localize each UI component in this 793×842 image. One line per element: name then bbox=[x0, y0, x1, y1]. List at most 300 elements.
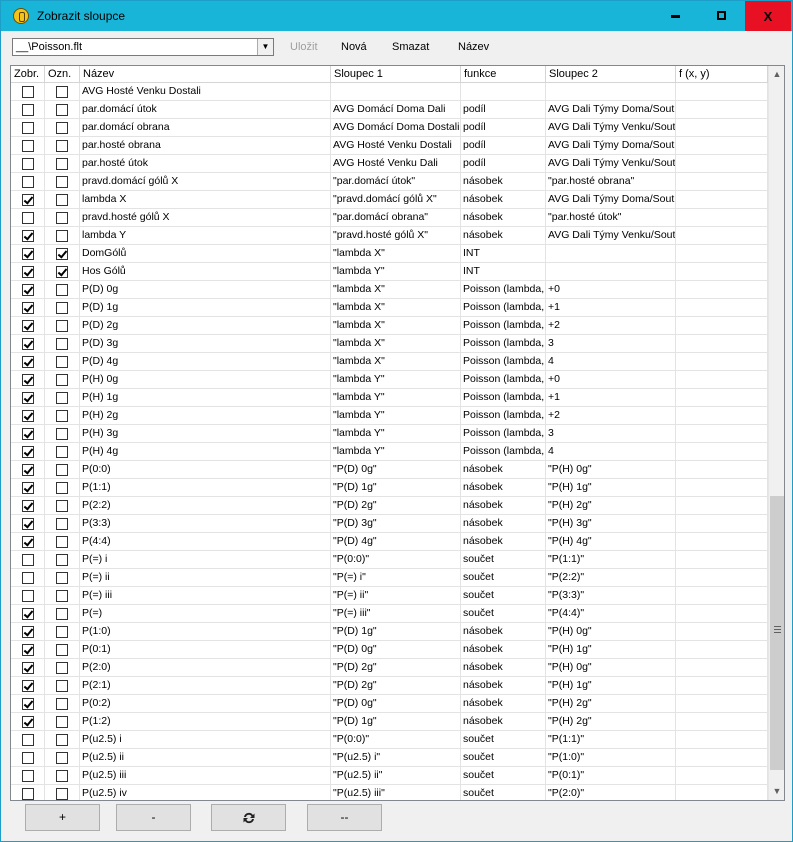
ozn-checkbox[interactable] bbox=[56, 680, 68, 692]
fxy-cell[interactable] bbox=[676, 83, 768, 101]
table-row[interactable] bbox=[11, 155, 768, 173]
table-row[interactable] bbox=[11, 785, 768, 801]
sloupec2-cell[interactable]: "P(H) 1g" bbox=[546, 641, 676, 659]
sloupec2-cell[interactable]: "P(1:1)" bbox=[546, 551, 676, 569]
funkce-cell[interactable]: INT bbox=[461, 263, 546, 281]
funkce-cell[interactable]: násobek bbox=[461, 515, 546, 533]
ozn-checkbox[interactable] bbox=[56, 662, 68, 674]
header-sloupec1[interactable]: Sloupec 1 bbox=[331, 66, 461, 83]
name-cell[interactable]: pravd.hosté gólů X bbox=[80, 209, 331, 227]
fxy-cell[interactable] bbox=[676, 713, 768, 731]
sloupec2-cell[interactable]: +0 bbox=[546, 281, 676, 299]
table-row[interactable] bbox=[11, 659, 768, 677]
table-row[interactable] bbox=[11, 443, 768, 461]
sloupec1-cell[interactable]: AVG Domácí Doma Dostali bbox=[331, 119, 461, 137]
funkce-cell[interactable]: Poisson (lambda, bbox=[461, 425, 546, 443]
sloupec2-cell[interactable]: "P(1:0)" bbox=[546, 749, 676, 767]
table-row[interactable] bbox=[11, 281, 768, 299]
table-row[interactable] bbox=[11, 245, 768, 263]
fxy-cell[interactable] bbox=[676, 569, 768, 587]
sloupec2-cell[interactable] bbox=[546, 83, 676, 101]
fxy-cell[interactable] bbox=[676, 479, 768, 497]
zobr-checkbox[interactable] bbox=[22, 698, 34, 710]
funkce-cell[interactable]: součet bbox=[461, 785, 546, 801]
zobr-checkbox[interactable] bbox=[22, 194, 34, 206]
sloupec1-cell[interactable]: "P(=) ii" bbox=[331, 587, 461, 605]
name-cell[interactable]: P(=) i bbox=[80, 551, 331, 569]
header-nazev[interactable]: Název bbox=[80, 66, 331, 83]
ozn-checkbox[interactable] bbox=[56, 392, 68, 404]
zobr-checkbox[interactable] bbox=[22, 104, 34, 116]
zobr-checkbox[interactable] bbox=[22, 140, 34, 152]
fxy-cell[interactable] bbox=[676, 605, 768, 623]
sloupec1-cell[interactable]: "P(D) 2g" bbox=[331, 659, 461, 677]
sloupec1-cell[interactable]: "par.domácí obrana" bbox=[331, 209, 461, 227]
sloupec2-cell[interactable]: "P(H) 4g" bbox=[546, 533, 676, 551]
name-cell[interactable]: par.hosté útok bbox=[80, 155, 331, 173]
sloupec2-cell[interactable]: "P(1:1)" bbox=[546, 731, 676, 749]
name-cell[interactable]: P(D) 0g bbox=[80, 281, 331, 299]
table-row[interactable] bbox=[11, 605, 768, 623]
header-funkce[interactable]: funkce bbox=[461, 66, 546, 83]
ozn-checkbox[interactable] bbox=[56, 356, 68, 368]
fxy-cell[interactable] bbox=[676, 317, 768, 335]
table-row[interactable] bbox=[11, 569, 768, 587]
sloupec1-cell[interactable]: "lambda X" bbox=[331, 299, 461, 317]
ozn-checkbox[interactable] bbox=[56, 140, 68, 152]
table-row[interactable] bbox=[11, 299, 768, 317]
name-cell[interactable]: lambda Y bbox=[80, 227, 331, 245]
sloupec1-cell[interactable]: "lambda Y" bbox=[331, 371, 461, 389]
name-cell[interactable]: P(2:0) bbox=[80, 659, 331, 677]
zobr-checkbox[interactable] bbox=[22, 608, 34, 620]
fxy-cell[interactable] bbox=[676, 767, 768, 785]
table-row[interactable] bbox=[11, 209, 768, 227]
fxy-cell[interactable] bbox=[676, 245, 768, 263]
table-row[interactable] bbox=[11, 191, 768, 209]
minimize-button[interactable] bbox=[653, 1, 699, 31]
ozn-checkbox[interactable] bbox=[56, 122, 68, 134]
fxy-cell[interactable] bbox=[676, 497, 768, 515]
ozn-checkbox[interactable] bbox=[56, 374, 68, 386]
funkce-cell[interactable]: podíl bbox=[461, 119, 546, 137]
sloupec1-cell[interactable]: "P(u2.5) i" bbox=[331, 749, 461, 767]
sloupec2-cell[interactable]: +1 bbox=[546, 299, 676, 317]
funkce-cell[interactable]: násobek bbox=[461, 479, 546, 497]
zobr-checkbox[interactable] bbox=[22, 680, 34, 692]
table-row[interactable] bbox=[11, 317, 768, 335]
name-cell[interactable]: P(2:1) bbox=[80, 677, 331, 695]
table-row[interactable] bbox=[11, 173, 768, 191]
sloupec2-cell[interactable]: "P(2:2)" bbox=[546, 569, 676, 587]
zobr-checkbox[interactable] bbox=[22, 338, 34, 350]
sloupec1-cell[interactable]: "lambda X" bbox=[331, 335, 461, 353]
sloupec1-cell[interactable]: "lambda Y" bbox=[331, 425, 461, 443]
sloupec1-cell[interactable]: "P(D) 0g" bbox=[331, 641, 461, 659]
sloupec2-cell[interactable]: 4 bbox=[546, 443, 676, 461]
dash-button[interactable]: -- bbox=[307, 804, 382, 831]
funkce-cell[interactable]: násobek bbox=[461, 209, 546, 227]
zobr-checkbox[interactable] bbox=[22, 626, 34, 638]
sloupec2-cell[interactable]: "P(0:1)" bbox=[546, 767, 676, 785]
sloupec1-cell[interactable]: "P(D) 2g" bbox=[331, 677, 461, 695]
ozn-checkbox[interactable] bbox=[56, 212, 68, 224]
funkce-cell[interactable]: násobek bbox=[461, 677, 546, 695]
sloupec2-cell[interactable]: "P(H) 0g" bbox=[546, 659, 676, 677]
name-cell[interactable]: lambda X bbox=[80, 191, 331, 209]
sloupec2-cell[interactable]: "par.hosté obrana" bbox=[546, 173, 676, 191]
fxy-cell[interactable] bbox=[676, 443, 768, 461]
fxy-cell[interactable] bbox=[676, 137, 768, 155]
sloupec2-cell[interactable]: "P(H) 2g" bbox=[546, 713, 676, 731]
ozn-checkbox[interactable] bbox=[56, 590, 68, 602]
sloupec1-cell[interactable]: AVG Hosté Venku Dostali bbox=[331, 137, 461, 155]
sloupec1-cell[interactable]: "P(D) 1g" bbox=[331, 713, 461, 731]
zobr-checkbox[interactable] bbox=[22, 122, 34, 134]
save-button[interactable]: Uložit bbox=[290, 41, 318, 53]
fxy-cell[interactable] bbox=[676, 425, 768, 443]
zobr-checkbox[interactable] bbox=[22, 554, 34, 566]
ozn-checkbox[interactable] bbox=[56, 554, 68, 566]
funkce-cell[interactable]: násobek bbox=[461, 713, 546, 731]
fxy-cell[interactable] bbox=[676, 299, 768, 317]
funkce-cell[interactable]: INT bbox=[461, 245, 546, 263]
zobr-checkbox[interactable] bbox=[22, 788, 34, 800]
sloupec2-cell[interactable]: +2 bbox=[546, 317, 676, 335]
funkce-cell[interactable]: Poisson (lambda, bbox=[461, 353, 546, 371]
filter-select[interactable] bbox=[12, 38, 274, 56]
name-cell[interactable]: pravd.domácí gólů X bbox=[80, 173, 331, 191]
zobr-checkbox[interactable] bbox=[22, 284, 34, 296]
zobr-checkbox[interactable] bbox=[22, 752, 34, 764]
sloupec2-cell[interactable]: "P(3:3)" bbox=[546, 587, 676, 605]
sloupec1-cell[interactable]: "pravd.hosté gólů X" bbox=[331, 227, 461, 245]
name-cell[interactable]: AVG Hosté Venku Dostali bbox=[80, 83, 331, 101]
funkce-cell[interactable]: součet bbox=[461, 605, 546, 623]
fxy-cell[interactable] bbox=[676, 209, 768, 227]
funkce-cell[interactable]: Poisson (lambda, bbox=[461, 299, 546, 317]
add-button[interactable]: + bbox=[25, 804, 100, 831]
ozn-checkbox[interactable] bbox=[56, 266, 68, 278]
name-cell[interactable]: P(u2.5) iv bbox=[80, 785, 331, 801]
funkce-cell[interactable]: součet bbox=[461, 749, 546, 767]
table-row[interactable] bbox=[11, 623, 768, 641]
ozn-checkbox[interactable] bbox=[56, 500, 68, 512]
sloupec1-cell[interactable]: AVG Domácí Doma Dali bbox=[331, 101, 461, 119]
funkce-cell[interactable]: Poisson (lambda, bbox=[461, 407, 546, 425]
table-row[interactable] bbox=[11, 461, 768, 479]
name-cell[interactable]: P(H) 4g bbox=[80, 443, 331, 461]
zobr-checkbox[interactable] bbox=[22, 230, 34, 242]
name-cell[interactable]: P(0:1) bbox=[80, 641, 331, 659]
fxy-cell[interactable] bbox=[676, 407, 768, 425]
ozn-checkbox[interactable] bbox=[56, 770, 68, 782]
table-row[interactable] bbox=[11, 641, 768, 659]
fxy-cell[interactable] bbox=[676, 119, 768, 137]
table-row[interactable] bbox=[11, 425, 768, 443]
scroll-down-icon[interactable]: ▼ bbox=[772, 786, 782, 796]
ozn-checkbox[interactable] bbox=[56, 248, 68, 260]
funkce-cell[interactable]: násobek bbox=[461, 227, 546, 245]
sloupec2-cell[interactable]: "P(H) 0g" bbox=[546, 623, 676, 641]
sloupec1-cell[interactable]: "lambda X" bbox=[331, 353, 461, 371]
funkce-cell[interactable]: násobek bbox=[461, 173, 546, 191]
funkce-cell[interactable]: podíl bbox=[461, 137, 546, 155]
refresh-button[interactable] bbox=[211, 804, 286, 831]
table-row[interactable] bbox=[11, 263, 768, 281]
name-cell[interactable]: P(H) 0g bbox=[80, 371, 331, 389]
name-cell[interactable]: P(2:2) bbox=[80, 497, 331, 515]
sloupec2-cell[interactable]: AVG Dali Týmy Doma/Sout bbox=[546, 191, 676, 209]
maximize-button[interactable] bbox=[699, 1, 745, 31]
funkce-cell[interactable]: součet bbox=[461, 587, 546, 605]
sloupec2-cell[interactable]: 3 bbox=[546, 335, 676, 353]
zobr-checkbox[interactable] bbox=[22, 482, 34, 494]
ozn-checkbox[interactable] bbox=[56, 644, 68, 656]
name-cell[interactable]: P(u2.5) iii bbox=[80, 767, 331, 785]
sloupec1-cell[interactable]: "lambda X" bbox=[331, 281, 461, 299]
fxy-cell[interactable] bbox=[676, 515, 768, 533]
sloupec1-cell[interactable]: "lambda Y" bbox=[331, 263, 461, 281]
sloupec2-cell[interactable]: "P(H) 1g" bbox=[546, 677, 676, 695]
fxy-cell[interactable] bbox=[676, 281, 768, 299]
fxy-cell[interactable] bbox=[676, 623, 768, 641]
new-button[interactable]: Nová bbox=[341, 41, 367, 53]
name-cell[interactable]: DomGólů bbox=[80, 245, 331, 263]
ozn-checkbox[interactable] bbox=[56, 302, 68, 314]
sloupec1-cell[interactable]: "P(D) 1g" bbox=[331, 623, 461, 641]
table-row[interactable] bbox=[11, 695, 768, 713]
table-row[interactable] bbox=[11, 767, 768, 785]
funkce-cell[interactable]: Poisson (lambda, bbox=[461, 317, 546, 335]
table-row[interactable] bbox=[11, 119, 768, 137]
ozn-checkbox[interactable] bbox=[56, 158, 68, 170]
sloupec1-cell[interactable]: "P(D) 4g" bbox=[331, 533, 461, 551]
zobr-checkbox[interactable] bbox=[22, 356, 34, 368]
funkce-cell[interactable]: násobek bbox=[461, 191, 546, 209]
title-bar[interactable] bbox=[1, 1, 792, 31]
zobr-checkbox[interactable] bbox=[22, 392, 34, 404]
name-cell[interactable]: P(u2.5) i bbox=[80, 731, 331, 749]
funkce-cell[interactable]: násobek bbox=[461, 461, 546, 479]
ozn-checkbox[interactable] bbox=[56, 482, 68, 494]
sloupec1-cell[interactable]: "lambda X" bbox=[331, 317, 461, 335]
ozn-checkbox[interactable] bbox=[56, 464, 68, 476]
zobr-checkbox[interactable] bbox=[22, 176, 34, 188]
sloupec2-cell[interactable]: "P(H) 2g" bbox=[546, 695, 676, 713]
zobr-checkbox[interactable] bbox=[22, 644, 34, 656]
zobr-checkbox[interactable] bbox=[22, 662, 34, 674]
table-row[interactable] bbox=[11, 227, 768, 245]
ozn-checkbox[interactable] bbox=[56, 338, 68, 350]
ozn-checkbox[interactable] bbox=[56, 536, 68, 548]
table-row[interactable] bbox=[11, 713, 768, 731]
funkce-cell[interactable]: podíl bbox=[461, 155, 546, 173]
fxy-cell[interactable] bbox=[676, 371, 768, 389]
funkce-cell[interactable]: Poisson (lambda, bbox=[461, 443, 546, 461]
funkce-cell[interactable]: násobek bbox=[461, 497, 546, 515]
sloupec2-cell[interactable]: "par.hosté útok" bbox=[546, 209, 676, 227]
sloupec2-cell[interactable]: +2 bbox=[546, 407, 676, 425]
table-row[interactable] bbox=[11, 101, 768, 119]
name-cell[interactable]: P(1:0) bbox=[80, 623, 331, 641]
sloupec2-cell[interactable]: +0 bbox=[546, 371, 676, 389]
table-row[interactable] bbox=[11, 407, 768, 425]
table-row[interactable] bbox=[11, 83, 768, 101]
sloupec1-cell[interactable]: "P(D) 1g" bbox=[331, 479, 461, 497]
zobr-checkbox[interactable] bbox=[22, 590, 34, 602]
fxy-cell[interactable] bbox=[676, 677, 768, 695]
name-cell[interactable]: par.hosté obrana bbox=[80, 137, 331, 155]
sloupec1-cell[interactable]: "P(=) i" bbox=[331, 569, 461, 587]
funkce-cell[interactable]: násobek bbox=[461, 659, 546, 677]
funkce-cell[interactable]: násobek bbox=[461, 695, 546, 713]
zobr-checkbox[interactable] bbox=[22, 464, 34, 476]
fxy-cell[interactable] bbox=[676, 533, 768, 551]
ozn-checkbox[interactable] bbox=[56, 698, 68, 710]
sloupec2-cell[interactable]: 3 bbox=[546, 425, 676, 443]
fxy-cell[interactable] bbox=[676, 641, 768, 659]
funkce-cell[interactable]: násobek bbox=[461, 623, 546, 641]
table-row[interactable] bbox=[11, 353, 768, 371]
sloupec2-cell[interactable]: "P(H) 0g" bbox=[546, 461, 676, 479]
name-cell[interactable]: par.domácí obrana bbox=[80, 119, 331, 137]
name-cell[interactable]: P(D) 1g bbox=[80, 299, 331, 317]
sloupec2-cell[interactable]: AVG Dali Týmy Venku/Sout bbox=[546, 155, 676, 173]
funkce-cell[interactable]: podíl bbox=[461, 101, 546, 119]
fxy-cell[interactable] bbox=[676, 659, 768, 677]
sloupec1-cell[interactable]: "lambda Y" bbox=[331, 389, 461, 407]
sloupec1-cell[interactable]: "lambda X" bbox=[331, 245, 461, 263]
sloupec1-cell[interactable]: AVG Hosté Venku Dali bbox=[331, 155, 461, 173]
name-cell[interactable]: Hos Gólů bbox=[80, 263, 331, 281]
ozn-checkbox[interactable] bbox=[56, 86, 68, 98]
ozn-checkbox[interactable] bbox=[56, 320, 68, 332]
name-cell[interactable]: P(u2.5) ii bbox=[80, 749, 331, 767]
ozn-checkbox[interactable] bbox=[56, 734, 68, 746]
funkce-cell[interactable]: součet bbox=[461, 551, 546, 569]
header-ozn[interactable]: Ozn. bbox=[45, 66, 80, 83]
funkce-cell[interactable]: součet bbox=[461, 767, 546, 785]
zobr-checkbox[interactable] bbox=[22, 428, 34, 440]
sloupec1-cell[interactable]: "P(D) 0g" bbox=[331, 461, 461, 479]
funkce-cell[interactable]: Poisson (lambda, bbox=[461, 389, 546, 407]
fxy-cell[interactable] bbox=[676, 389, 768, 407]
table-row[interactable] bbox=[11, 371, 768, 389]
fxy-cell[interactable] bbox=[676, 551, 768, 569]
table-row[interactable] bbox=[11, 533, 768, 551]
sloupec2-cell[interactable]: AVG Dali Týmy Doma/Sout bbox=[546, 137, 676, 155]
zobr-checkbox[interactable] bbox=[22, 734, 34, 746]
table-row[interactable] bbox=[11, 497, 768, 515]
name-cell[interactable]: P(=) ii bbox=[80, 569, 331, 587]
zobr-checkbox[interactable] bbox=[22, 446, 34, 458]
zobr-checkbox[interactable] bbox=[22, 158, 34, 170]
sloupec1-cell[interactable]: "par.domácí útok" bbox=[331, 173, 461, 191]
chevron-down-icon[interactable]: ▼ bbox=[257, 39, 273, 55]
sloupec2-cell[interactable]: "P(H) 1g" bbox=[546, 479, 676, 497]
zobr-checkbox[interactable] bbox=[22, 716, 34, 728]
sloupec2-cell[interactable]: AVG Dali Týmy Venku/Sout bbox=[546, 227, 676, 245]
zobr-checkbox[interactable] bbox=[22, 572, 34, 584]
name-cell[interactable]: P(0:0) bbox=[80, 461, 331, 479]
sloupec1-cell[interactable]: "pravd.domácí gólů X" bbox=[331, 191, 461, 209]
scroll-up-icon[interactable]: ▲ bbox=[772, 69, 782, 79]
name-cell[interactable]: P(=) bbox=[80, 605, 331, 623]
table-row[interactable] bbox=[11, 551, 768, 569]
ozn-checkbox[interactable] bbox=[56, 572, 68, 584]
sloupec1-cell[interactable]: "P(D) 3g" bbox=[331, 515, 461, 533]
fxy-cell[interactable] bbox=[676, 785, 768, 801]
ozn-checkbox[interactable] bbox=[56, 284, 68, 296]
name-cell[interactable]: P(H) 3g bbox=[80, 425, 331, 443]
funkce-cell[interactable]: součet bbox=[461, 569, 546, 587]
table-row[interactable] bbox=[11, 731, 768, 749]
header-zobr[interactable]: Zobr. bbox=[11, 66, 45, 83]
header-sloupec2[interactable]: Sloupec 2 bbox=[546, 66, 676, 83]
name-cell[interactable]: P(H) 2g bbox=[80, 407, 331, 425]
zobr-checkbox[interactable] bbox=[22, 248, 34, 260]
ozn-checkbox[interactable] bbox=[56, 176, 68, 188]
name-button[interactable]: Název bbox=[458, 41, 490, 53]
name-cell[interactable]: P(4:4) bbox=[80, 533, 331, 551]
ozn-checkbox[interactable] bbox=[56, 410, 68, 422]
sloupec1-cell[interactable]: "lambda Y" bbox=[331, 407, 461, 425]
zobr-checkbox[interactable] bbox=[22, 410, 34, 422]
fxy-cell[interactable] bbox=[676, 731, 768, 749]
funkce-cell[interactable]: Poisson (lambda, bbox=[461, 281, 546, 299]
funkce-cell[interactable]: Poisson (lambda, bbox=[461, 371, 546, 389]
zobr-checkbox[interactable] bbox=[22, 536, 34, 548]
sloupec1-cell[interactable]: "P(D) 0g" bbox=[331, 695, 461, 713]
fxy-cell[interactable] bbox=[676, 335, 768, 353]
zobr-checkbox[interactable] bbox=[22, 86, 34, 98]
sloupec2-cell[interactable] bbox=[546, 245, 676, 263]
funkce-cell[interactable]: součet bbox=[461, 731, 546, 749]
zobr-checkbox[interactable] bbox=[22, 320, 34, 332]
name-cell[interactable]: P(D) 3g bbox=[80, 335, 331, 353]
table-row[interactable] bbox=[11, 587, 768, 605]
sloupec1-cell[interactable]: "P(0:0)" bbox=[331, 731, 461, 749]
vertical-scrollbar[interactable] bbox=[768, 66, 785, 800]
name-cell[interactable]: P(D) 2g bbox=[80, 317, 331, 335]
delete-button[interactable]: Smazat bbox=[392, 41, 430, 53]
fxy-cell[interactable] bbox=[676, 587, 768, 605]
funkce-cell[interactable]: Poisson (lambda, bbox=[461, 335, 546, 353]
name-cell[interactable]: P(D) 4g bbox=[80, 353, 331, 371]
name-cell[interactable]: P(3:3) bbox=[80, 515, 331, 533]
ozn-checkbox[interactable] bbox=[56, 446, 68, 458]
name-cell[interactable]: par.domácí útok bbox=[80, 101, 331, 119]
table-row[interactable] bbox=[11, 479, 768, 497]
sloupec1-cell[interactable]: "lambda Y" bbox=[331, 443, 461, 461]
sloupec1-cell[interactable]: "P(0:0)" bbox=[331, 551, 461, 569]
fxy-cell[interactable] bbox=[676, 749, 768, 767]
zobr-checkbox[interactable] bbox=[22, 500, 34, 512]
name-cell[interactable]: P(=) iii bbox=[80, 587, 331, 605]
fxy-cell[interactable] bbox=[676, 461, 768, 479]
fxy-cell[interactable] bbox=[676, 173, 768, 191]
sloupec2-cell[interactable]: AVG Dali Týmy Doma/Sout bbox=[546, 101, 676, 119]
fxy-cell[interactable] bbox=[676, 227, 768, 245]
funkce-cell[interactable] bbox=[461, 83, 546, 101]
close-button[interactable] bbox=[745, 1, 791, 31]
zobr-checkbox[interactable] bbox=[22, 770, 34, 782]
funkce-cell[interactable]: násobek bbox=[461, 533, 546, 551]
ozn-checkbox[interactable] bbox=[56, 194, 68, 206]
sloupec1-cell[interactable] bbox=[331, 83, 461, 101]
fxy-cell[interactable] bbox=[676, 191, 768, 209]
